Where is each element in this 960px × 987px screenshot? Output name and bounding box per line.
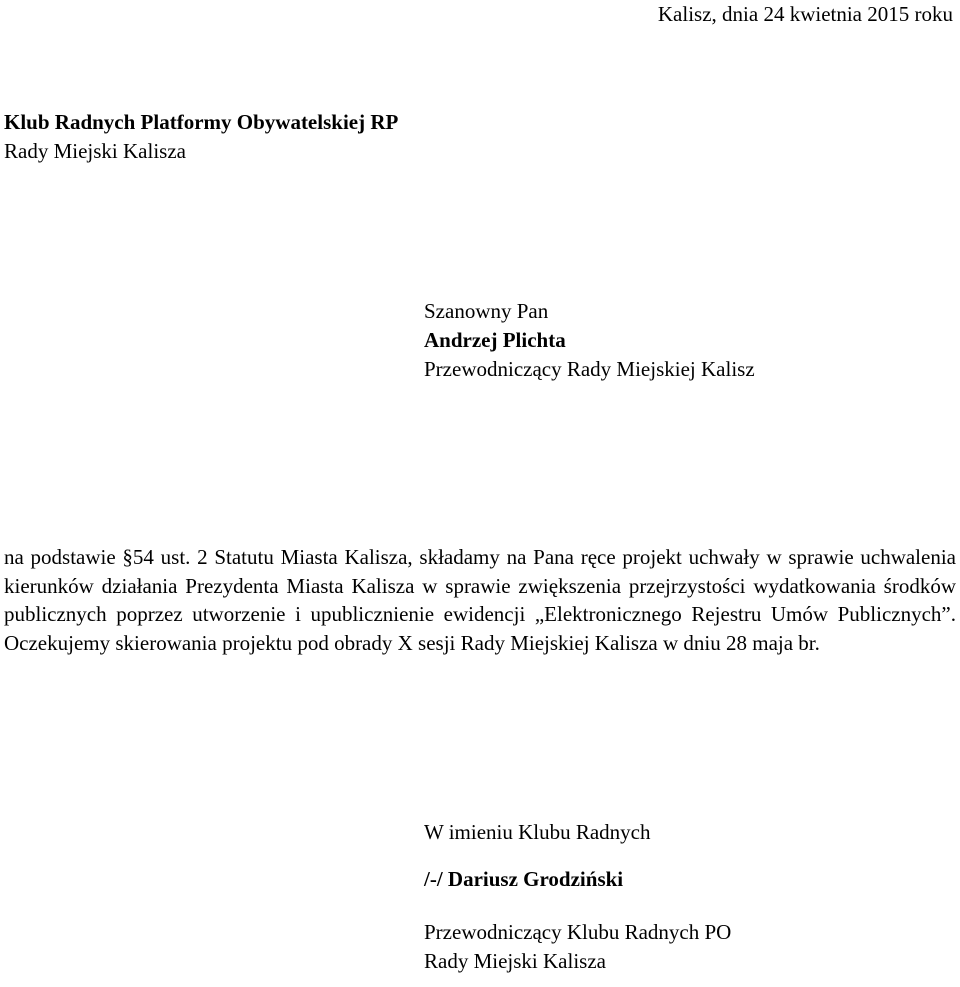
- signature-signer: /-/ Dariusz Grodziński: [424, 867, 624, 891]
- letter-body: na podstawie §54 ust. 2 Statutu Miasta Kalisza, składamy na Pana ręce projekt uchwały w sprawie uchwalenia kierunków działania Prezydenta Miasta Kalisza w sprawie zwiększenia przejrzystości wydatkowania środków publicznych poprzez utworzenie i upublicznienie ewidencji „Elektronicznego Rejestru Umów Publicznych”. Oczekujemy skierowania projektu pod obrady X sesji Rady Miejskiej Kalisza w dniu 28 maja br.: [4, 545, 956, 655]
- signature-block: [424, 818, 731, 976]
- recipient-block: [424, 297, 755, 384]
- signature-role: Przewodniczący Klubu Radnych PO: [424, 920, 732, 944]
- recipient-salutation: Szanowny Pan: [424, 299, 549, 323]
- place-date: Kalisz, dnia 24 kwietnia 2015 roku: [657, 2, 953, 26]
- sender-organization: Rady Miejski Kalisza: [4, 139, 186, 163]
- recipient-title: Przewodniczący Rady Miejskiej Kalisz: [424, 357, 755, 381]
- recipient-name: Andrzej Plichta: [424, 328, 566, 352]
- signature-on-behalf: W imieniu Klubu Radnych: [424, 820, 651, 844]
- signature-organization: Rady Miejski Kalisza: [424, 949, 606, 973]
- sender-block: [4, 108, 398, 166]
- sender-name: Klub Radnych Platformy Obywatelskiej RP: [4, 110, 399, 134]
